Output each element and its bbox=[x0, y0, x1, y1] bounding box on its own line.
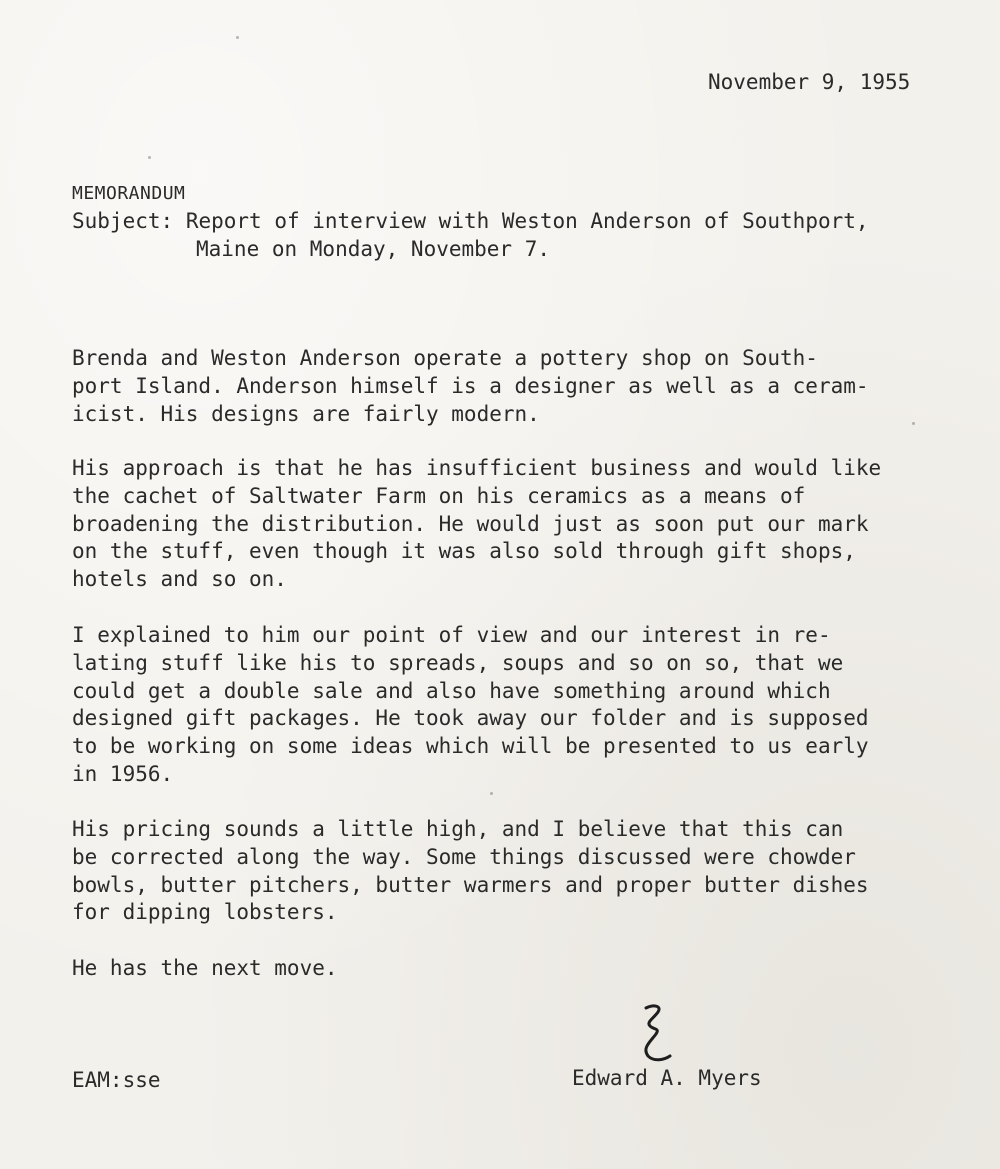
paper-speck bbox=[236, 36, 239, 39]
paper-speck bbox=[148, 156, 151, 159]
paragraph-line: designed gift packages. He took away our folder and is supposed bbox=[72, 706, 869, 731]
memo-date: November 9, 1955 bbox=[708, 70, 911, 94]
paragraph-line: hotels and so on. bbox=[72, 567, 287, 592]
subject-label: Subject: bbox=[72, 209, 174, 233]
paragraph-line: for dipping lobsters. bbox=[72, 900, 338, 925]
paragraph-line: on the stuff, even though it was also sold through gift shops, bbox=[72, 539, 856, 564]
paragraph-4 bbox=[72, 816, 962, 927]
memo-heading: MEMORANDUM bbox=[72, 183, 186, 204]
paragraph-line: He has the next move. bbox=[72, 956, 338, 980]
signer-name: Edward A. Myers bbox=[572, 1066, 762, 1090]
memo-subject bbox=[72, 208, 869, 263]
paragraph-line: bowls, butter pitchers, butter warmers and proper butter dishes bbox=[72, 872, 869, 897]
paragraph-line: in 1956. bbox=[72, 761, 174, 786]
subject-line-1: Report of interview with Weston Anderson of Southport, bbox=[185, 209, 869, 233]
paragraph-line: I explained to him our point of view and our interest in re- bbox=[72, 623, 831, 647]
paragraph-line: port Island. Anderson himself is a designer as well as a ceram- bbox=[72, 373, 869, 398]
paragraph-line: the cachet of Saltwater Farm on his ceramics as a means of bbox=[72, 483, 806, 508]
signature-initial-mark bbox=[628, 1000, 688, 1070]
paragraph-line: be corrected along the way. Some things discussed were chowder bbox=[72, 844, 856, 869]
paragraph-line: broadening the distribution. He would just as soon put our mark bbox=[72, 511, 869, 536]
paper-speck bbox=[912, 422, 915, 425]
paragraph-3 bbox=[72, 622, 962, 789]
paragraph-2 bbox=[72, 455, 962, 594]
paragraph-line: His approach is that he has insufficient business and would like bbox=[72, 456, 882, 480]
paragraph-line: to be working on some ideas which will be presented to us early bbox=[72, 734, 869, 759]
paragraph-line: lating stuff like his to spreads, soups and so on so, that we bbox=[72, 650, 844, 675]
paragraph-1 bbox=[72, 345, 962, 428]
paper-speck bbox=[490, 792, 493, 795]
typist-initials: EAM:sse bbox=[72, 1068, 161, 1092]
subject-line-2: Maine on Monday, November 7. bbox=[196, 236, 551, 261]
paragraph-line: icist. His designs are fairly modern. bbox=[72, 401, 540, 426]
paragraph-line: His pricing sounds a little high, and I believe that this can bbox=[72, 817, 844, 841]
paragraph-line: Brenda and Weston Anderson operate a pottery shop on South- bbox=[72, 346, 818, 370]
paragraph-line: could get a double sale and also have something around which bbox=[72, 678, 831, 703]
paragraph-5 bbox=[72, 955, 962, 983]
